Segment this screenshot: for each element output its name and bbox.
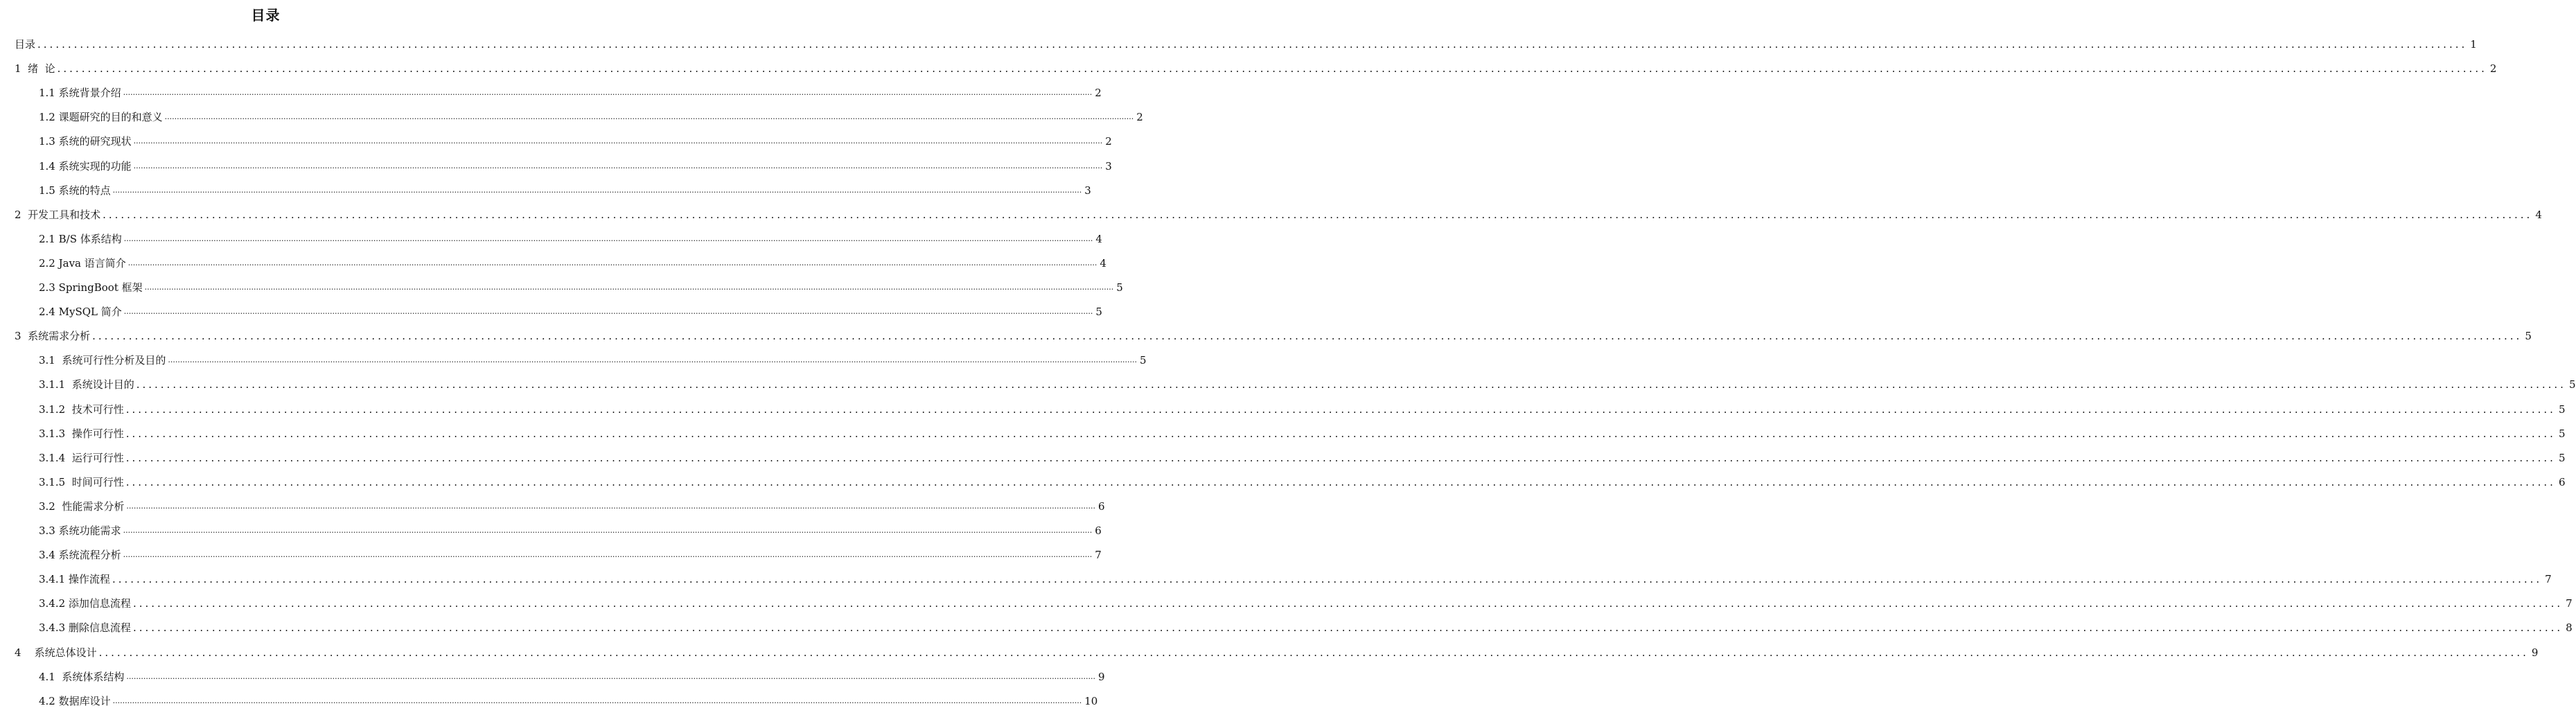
toc-page-number: 4 bbox=[1095, 232, 1102, 245]
toc-entry-title: 4 系统总体设计 bbox=[15, 646, 97, 659]
toc-page-number: 5 bbox=[2568, 378, 2576, 391]
toc-entry-title: 3.3 系统功能需求 bbox=[39, 524, 121, 537]
toc-dot-leader: ................................................................................................................................................................................................................................................................................................................................................................................................................ bbox=[123, 233, 1093, 243]
toc-page-number: 7 bbox=[2566, 597, 2573, 610]
toc-page-number: 6 bbox=[2558, 475, 2566, 488]
toc-entry[interactable] bbox=[39, 375, 2576, 391]
toc-entry-title: 1.4 系统实现的功能 bbox=[39, 159, 132, 173]
toc-dot-leader: ................................................................................................................................................................................................................................................................................................................................................................................................................ bbox=[125, 403, 2556, 416]
toc-entry[interactable] bbox=[39, 254, 1106, 270]
toc-entry[interactable] bbox=[39, 132, 1112, 148]
toc-entry[interactable] bbox=[39, 521, 1102, 538]
toc-dot-leader: ................................................................................................................................................................................................................................................................................................................................................................................................................ bbox=[126, 671, 1096, 681]
toc-entry[interactable] bbox=[39, 83, 1102, 100]
toc-page-number: 10 bbox=[1084, 694, 1098, 707]
toc-entry-title: 3.4.3 删除信息流程 bbox=[39, 621, 131, 635]
toc-entry[interactable] bbox=[39, 618, 2573, 635]
toc-dot-leader: ................................................................................................................................................................................................................................................................................................................................................................................................................ bbox=[144, 283, 1114, 292]
toc-dot-leader: ................................................................................................................................................................................................................................................................................................................................................................................................................ bbox=[125, 475, 2556, 488]
toc-entry[interactable] bbox=[39, 424, 2566, 441]
toc-entry[interactable] bbox=[39, 570, 2552, 586]
toc-entry-title: 1.3 系统的研究现状 bbox=[39, 135, 132, 148]
toc-page-number: 9 bbox=[1098, 670, 1105, 683]
page-title: 目录 bbox=[251, 7, 281, 24]
toc-dot-leader: ................................................................................................................................................................................................................................................................................................................................................................................................................ bbox=[112, 185, 1082, 195]
toc-dot-leader: ................................................................................................................................................................................................................................................................................................................................................................................................................ bbox=[133, 161, 1103, 170]
toc-page-number: 7 bbox=[2545, 573, 2552, 586]
toc-entry[interactable] bbox=[39, 497, 1105, 513]
toc-entry-title: 2.4 MySQL 简介 bbox=[39, 306, 122, 319]
toc-entry[interactable] bbox=[39, 667, 1105, 684]
toc-page-number: 2 bbox=[1095, 87, 1102, 100]
toc-dot-leader: ................................................................................................................................................................................................................................................................................................................................................................................................................ bbox=[132, 597, 2564, 610]
toc-entry[interactable] bbox=[39, 229, 1102, 246]
toc-page-number: 1 bbox=[2470, 38, 2477, 51]
toc-entry[interactable] bbox=[39, 278, 1123, 294]
toc-entry-title: 1.1 系统背景介绍 bbox=[39, 87, 121, 100]
toc-entry[interactable] bbox=[39, 181, 1091, 197]
toc-dot-leader: ................................................................................................................................................................................................................................................................................................................................................................................................................ bbox=[125, 451, 2556, 464]
toc-entry-title: 2.1 B/S 体系结构 bbox=[39, 232, 122, 245]
toc-entry[interactable] bbox=[39, 691, 1098, 708]
toc-dot-leader: ................................................................................................................................................................................................................................................................................................................................................................................................................ bbox=[103, 208, 2533, 221]
toc-entry-title: 3.1.4 运行可行性 bbox=[39, 451, 124, 464]
toc-entry-title: 1 绪 论 bbox=[15, 62, 55, 76]
toc-dot-leader: ................................................................................................................................................................................................................................................................................................................................................................................................................ bbox=[112, 696, 1082, 705]
toc-page-number: 5 bbox=[2558, 451, 2566, 464]
toc-page-number: 6 bbox=[1095, 524, 1102, 537]
toc-dot-leader: ................................................................................................................................................................................................................................................................................................................................................................................................................ bbox=[37, 38, 2468, 51]
toc-page-number: 3 bbox=[1105, 159, 1112, 173]
toc-entry[interactable] bbox=[39, 351, 1147, 367]
toc-entry[interactable] bbox=[39, 400, 2566, 416]
toc-dot-leader: ................................................................................................................................................................................................................................................................................................................................................................................................................ bbox=[133, 136, 1103, 146]
toc-entry-title: 2 开发工具和技术 bbox=[15, 208, 101, 221]
toc-dot-leader: ................................................................................................................................................................................................................................................................................................................................................................................................................ bbox=[98, 646, 2529, 659]
toc-entry-title: 3.1 系统可行性分析及目的 bbox=[39, 354, 166, 367]
toc-page-number: 4 bbox=[1100, 256, 1106, 270]
toc-dot-leader: ................................................................................................................................................................................................................................................................................................................................................................................................................ bbox=[125, 427, 2556, 440]
toc-page-number: 4 bbox=[2535, 208, 2542, 221]
toc-entry-title: 3.2 性能需求分析 bbox=[39, 500, 125, 513]
toc-page-number: 2 bbox=[1105, 135, 1112, 148]
toc-entry-title: 3.4.2 添加信息流程 bbox=[39, 597, 131, 610]
toc-dot-leader: ................................................................................................................................................................................................................................................................................................................................................................................................................ bbox=[92, 330, 2523, 343]
toc-entry[interactable] bbox=[15, 59, 2497, 76]
toc-page-number: 5 bbox=[2558, 403, 2566, 416]
toc-entry-title: 3.4 系统流程分析 bbox=[39, 549, 121, 562]
toc-entry[interactable] bbox=[39, 302, 1102, 319]
toc-page-number: 5 bbox=[2558, 427, 2566, 440]
toc-page-number: 5 bbox=[2525, 330, 2532, 343]
toc-dot-leader: ................................................................................................................................................................................................................................................................................................................................................................................................................ bbox=[126, 501, 1096, 511]
toc-page-number: 2 bbox=[2489, 62, 2497, 76]
toc-entry-title: 3.1.3 操作可行性 bbox=[39, 427, 124, 440]
toc-entry-title: 3.1.5 时间可行性 bbox=[39, 475, 124, 488]
toc-entry[interactable] bbox=[15, 205, 2542, 222]
toc-dot-leader: ................................................................................................................................................................................................................................................................................................................................................................................................................ bbox=[112, 573, 2543, 586]
toc-dot-leader: ................................................................................................................................................................................................................................................................................................................................................................................................................ bbox=[164, 112, 1134, 122]
toc-dot-leader: ................................................................................................................................................................................................................................................................................................................................................................................................................ bbox=[57, 62, 2487, 76]
toc-entry[interactable] bbox=[39, 594, 2573, 610]
toc-entry-title: 2.2 Java 语言简介 bbox=[39, 256, 126, 270]
toc-dot-leader: ................................................................................................................................................................................................................................................................................................................................................................................................................ bbox=[123, 307, 1093, 317]
toc-entry-title: 3.4.1 操作流程 bbox=[39, 573, 110, 586]
toc-entry[interactable] bbox=[39, 545, 1102, 562]
toc-page-number: 5 bbox=[1116, 281, 1123, 294]
toc-entry-title: 3.1.2 技术可行性 bbox=[39, 403, 124, 416]
toc-entry[interactable] bbox=[15, 35, 2477, 51]
toc-page-number: 2 bbox=[1136, 111, 1143, 124]
toc-dot-leader: ................................................................................................................................................................................................................................................................................................................................................................................................................ bbox=[136, 378, 2566, 391]
toc-entry-title: 3.1.1 系统设计目的 bbox=[39, 378, 134, 391]
toc-entry[interactable] bbox=[39, 448, 2566, 465]
toc-page-number: 3 bbox=[1084, 184, 1091, 197]
toc-dot-leader: ................................................................................................................................................................................................................................................................................................................................................................................................................ bbox=[123, 526, 1093, 535]
toc-page-number: 8 bbox=[2566, 621, 2573, 635]
toc-entry[interactable] bbox=[39, 473, 2566, 489]
toc-entry-title: 2.3 SpringBoot 框架 bbox=[39, 281, 143, 294]
toc-entry-title: 3 系统需求分析 bbox=[15, 330, 91, 343]
toc-entry[interactable] bbox=[39, 157, 1112, 173]
toc-page-number: 7 bbox=[1095, 549, 1102, 562]
toc-dot-leader: ................................................................................................................................................................................................................................................................................................................................................................................................................ bbox=[127, 258, 1097, 267]
toc-dot-leader: ................................................................................................................................................................................................................................................................................................................................................................................................................ bbox=[132, 621, 2564, 635]
toc-entry[interactable] bbox=[15, 326, 2532, 343]
toc-dot-leader: ................................................................................................................................................................................................................................................................................................................................................................................................................ bbox=[168, 355, 1138, 365]
toc-entry-title: 1.5 系统的特点 bbox=[39, 184, 111, 197]
toc-entry-title: 4.1 系统体系结构 bbox=[39, 670, 125, 683]
toc-page-number: 9 bbox=[2531, 646, 2539, 659]
toc-page-number: 5 bbox=[1095, 306, 1102, 319]
toc-entry-title: 4.2 数据库设计 bbox=[39, 694, 111, 707]
toc-dot-leader: ................................................................................................................................................................................................................................................................................................................................................................................................................ bbox=[123, 550, 1093, 560]
toc-entry-title: 目录 bbox=[15, 38, 36, 51]
toc-entry[interactable] bbox=[15, 643, 2539, 660]
toc-entry[interactable] bbox=[39, 107, 1143, 124]
toc-entry-title: 1.2 课题研究的目的和意义 bbox=[39, 111, 163, 124]
toc-page-number: 5 bbox=[1140, 354, 1147, 367]
toc-dot-leader: ................................................................................................................................................................................................................................................................................................................................................................................................................ bbox=[123, 88, 1093, 98]
toc-page-number: 6 bbox=[1098, 500, 1105, 513]
